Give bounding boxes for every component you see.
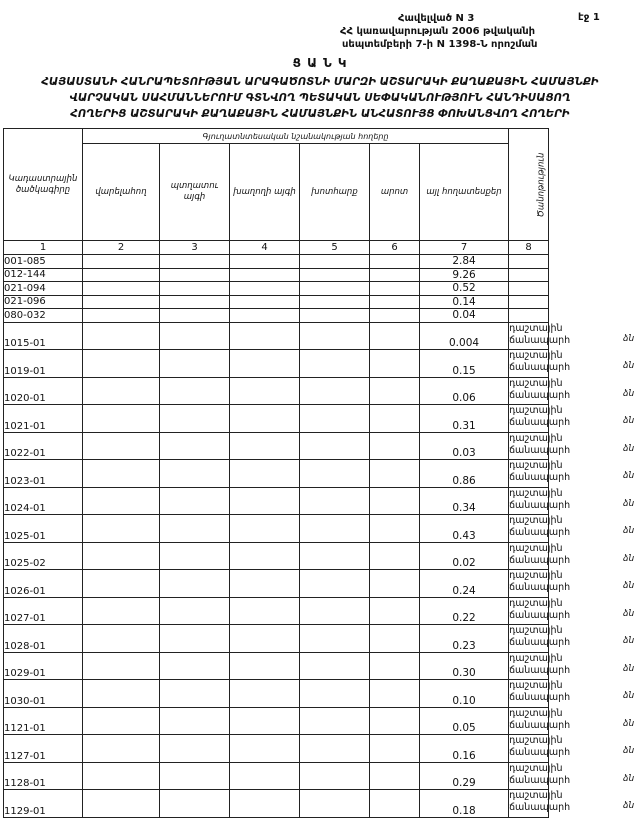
empty-cell: [230, 295, 300, 309]
empty-cell: [83, 652, 160, 680]
note-cell: [509, 735, 571, 763]
note-line: ճանապարհ: [509, 802, 571, 813]
cadastral-code-cell: 1128-01: [4, 762, 83, 790]
note-line: ճանապարհ: [509, 719, 571, 731]
table-row: [4, 350, 549, 378]
area-value-cell: 0.30: [420, 652, 509, 680]
table-row: [4, 542, 549, 570]
cadastral-code-cell: 1015-01: [4, 322, 83, 350]
note-line: դաշտային: [509, 625, 563, 636]
empty-cell: [230, 377, 300, 405]
appendix-header: [330, 12, 537, 51]
empty-cell: [300, 625, 370, 653]
note-line: ճանապարհ: [509, 472, 571, 483]
empty-cell: [230, 460, 300, 488]
area-value-cell: 0.43: [420, 515, 509, 543]
empty-cell: [83, 515, 160, 543]
table-row: [4, 432, 549, 460]
area-value-cell: 0.14: [420, 295, 509, 309]
column-number: 5: [300, 241, 370, 255]
empty-cell: [300, 707, 370, 735]
side-mark: ձն: [623, 746, 635, 757]
empty-cell: [160, 268, 230, 282]
column-number: 8: [509, 241, 549, 255]
empty-cell: [370, 790, 420, 818]
empty-cell: [230, 432, 300, 460]
empty-cell: [230, 762, 300, 790]
cadastral-code-cell: 1026-01: [4, 570, 83, 598]
note-line: ճանապարհ: [509, 692, 571, 703]
note-cell: [509, 652, 571, 680]
empty-cell: [160, 309, 230, 323]
note-line: ճանապարհ: [509, 362, 571, 373]
note-cell: [509, 790, 571, 818]
empty-cell: [370, 377, 420, 405]
empty-cell: [300, 350, 370, 378]
cadastral-code-cell: 1121-01: [4, 707, 83, 735]
cadastral-code-cell: 021-096: [4, 295, 83, 309]
empty-cell: [83, 790, 160, 818]
empty-cell: [300, 570, 370, 598]
empty-cell: [83, 735, 160, 763]
note-cell: [509, 707, 571, 735]
area-value-cell: 0.34: [420, 487, 509, 515]
note-line: ճանապարհ: [509, 554, 571, 566]
empty-cell: [230, 268, 300, 282]
empty-cell: [160, 735, 230, 763]
area-value-cell: 0.31: [420, 405, 509, 433]
side-mark: ձն: [623, 691, 635, 702]
table-row: [4, 707, 549, 735]
empty-cell: [160, 570, 230, 598]
empty-cell: [370, 515, 420, 543]
empty-cell: [300, 515, 370, 543]
area-value-cell: 0.10: [420, 680, 509, 708]
area-value-cell: 0.18: [420, 790, 509, 818]
area-value-cell: 2.84: [420, 255, 509, 269]
table-row: [4, 762, 549, 790]
appendix-decision-line: ՀՀ կառավարության 2006 թվականի: [340, 26, 536, 37]
empty-cell: [160, 255, 230, 269]
note-cell: [509, 405, 571, 433]
area-value-cell: 0.16: [420, 735, 509, 763]
note-line: դաշտային: [509, 707, 563, 719]
note-line: ճանապարհ: [509, 664, 571, 676]
cadastral-code-cell: 1029-01: [4, 652, 83, 680]
empty-cell: [83, 460, 160, 488]
empty-cell: [230, 680, 300, 708]
empty-cell: [300, 282, 370, 296]
empty-cell: [160, 515, 230, 543]
empty-cell: [83, 432, 160, 460]
area-value-cell: 0.52: [420, 282, 509, 296]
table-row: [4, 625, 549, 653]
table-row: [4, 309, 549, 323]
column-number: 3: [160, 241, 230, 255]
empty-cell: [230, 542, 300, 570]
cadastral-code-cell: 1019-01: [4, 350, 83, 378]
empty-cell: [230, 652, 300, 680]
empty-cell: [300, 309, 370, 323]
empty-cell: [83, 625, 160, 653]
empty-cell: [230, 322, 300, 350]
header-orchard: պտղատու այգի: [160, 144, 230, 241]
empty-cell: [300, 487, 370, 515]
page-number: էջ 1: [578, 12, 600, 23]
header-arable: վարելահող: [83, 144, 160, 241]
side-mark: ձն: [623, 333, 635, 344]
empty-cell: [230, 350, 300, 378]
cadastral-code-cell: 1025-01: [4, 515, 83, 543]
empty-cell: [230, 282, 300, 296]
note-line: դաշտային: [509, 735, 563, 746]
side-mark: ձն: [623, 773, 635, 784]
empty-cell: [160, 762, 230, 790]
empty-cell: [160, 460, 230, 488]
empty-cell: [160, 405, 230, 433]
note-line: ճանապարհ: [509, 609, 571, 621]
note-line: դաշտային: [509, 652, 563, 664]
empty-cell: [370, 295, 420, 309]
note-line: ճանապարհ: [509, 499, 571, 511]
empty-cell: [83, 542, 160, 570]
empty-cell: [160, 625, 230, 653]
empty-cell: [230, 735, 300, 763]
note-cell: [509, 295, 549, 309]
table-row: [4, 597, 549, 625]
empty-cell: [370, 735, 420, 763]
empty-cell: [83, 282, 160, 296]
note-line: դաշտային: [509, 405, 563, 416]
table-row: [4, 680, 549, 708]
empty-cell: [230, 790, 300, 818]
table-row: [4, 652, 549, 680]
note-line: ճանապարհ: [509, 582, 571, 593]
cadastral-code-cell: 1023-01: [4, 460, 83, 488]
empty-cell: [300, 322, 370, 350]
note-cell: [509, 625, 571, 653]
empty-cell: [370, 350, 420, 378]
note-line: ճանապարհ: [509, 444, 571, 456]
note-line: դաշտային: [509, 432, 563, 444]
table-row: [4, 735, 549, 763]
header-note-label: Ծանոթություն: [536, 152, 547, 218]
note-line: դաշտային: [509, 542, 563, 554]
empty-cell: [370, 460, 420, 488]
empty-cell: [370, 268, 420, 282]
note-cell: [509, 377, 571, 405]
header-agricultural-group: Գյուղատնտեսական նշանակության հողերը: [83, 129, 509, 144]
table-row: [4, 790, 549, 818]
empty-cell: [83, 762, 160, 790]
table-row: [4, 487, 549, 515]
note-line: դաշտային: [509, 460, 563, 471]
header-vineyard: խաղողի այգի: [230, 144, 300, 241]
note-cell: [509, 515, 571, 543]
empty-cell: [160, 680, 230, 708]
empty-cell: [370, 255, 420, 269]
column-number: 1: [4, 241, 83, 255]
empty-cell: [160, 542, 230, 570]
note-line: դաշտային: [509, 790, 563, 801]
empty-cell: [230, 625, 300, 653]
empty-cell: [160, 652, 230, 680]
note-line: դաշտային: [509, 350, 563, 361]
side-mark: ձն: [623, 361, 635, 372]
empty-cell: [300, 542, 370, 570]
header-pasture: արոտ: [370, 144, 420, 241]
document-subtitle: [6, 74, 634, 122]
area-value-cell: 0.15: [420, 350, 509, 378]
side-mark: ձն: [623, 801, 635, 812]
empty-cell: [300, 255, 370, 269]
note-line: ճանապարհ: [509, 389, 571, 401]
note-cell: [509, 460, 571, 488]
empty-cell: [370, 322, 420, 350]
table-row: [4, 268, 549, 282]
empty-cell: [83, 255, 160, 269]
area-value-cell: 0.23: [420, 625, 509, 653]
cadastral-code-cell: 1030-01: [4, 680, 83, 708]
area-value-cell: 0.86: [420, 460, 509, 488]
note-cell: [509, 487, 571, 515]
note-line: ճանապարհ: [509, 637, 571, 648]
column-number: 4: [230, 241, 300, 255]
note-cell: [509, 762, 571, 790]
empty-cell: [300, 295, 370, 309]
empty-cell: [370, 282, 420, 296]
subtitle-line: ՎԱՐՉԱԿԱՆ ՍԱՀՄԱՆՆԵՐՈՒՄ ԳՏՆՎՈՂ ՊԵՏԱԿԱՆ ՍԵՓԱԿԱՆՈՒԹՅՈՒՆ ՀԱՆԴԻՍԱՑՈՂ: [69, 92, 571, 104]
table-row: [4, 322, 549, 350]
empty-cell: [230, 405, 300, 433]
cadastral-code-cell: 1127-01: [4, 735, 83, 763]
table-row: [4, 405, 549, 433]
note-cell: [509, 309, 549, 323]
side-mark: ձն: [623, 471, 635, 482]
empty-cell: [160, 707, 230, 735]
note-cell: [509, 432, 571, 460]
side-mark: ձն: [623, 526, 635, 537]
area-value-cell: 0.02: [420, 542, 509, 570]
empty-cell: [300, 597, 370, 625]
cadastral-code-cell: 1027-01: [4, 597, 83, 625]
empty-cell: [83, 377, 160, 405]
empty-cell: [300, 405, 370, 433]
note-line: ճանապարհ: [509, 417, 571, 428]
empty-cell: [83, 707, 160, 735]
empty-cell: [300, 460, 370, 488]
empty-cell: [370, 432, 420, 460]
note-cell: [509, 322, 571, 350]
note-line: դաշտային: [509, 487, 563, 499]
header-hayfield: խոտհարք: [300, 144, 370, 241]
cadastral-code-cell: 1022-01: [4, 432, 83, 460]
empty-cell: [160, 597, 230, 625]
note-cell: [509, 542, 571, 570]
side-mark: ձն: [623, 443, 635, 454]
note-line: ճանապարհ: [509, 774, 571, 786]
empty-cell: [83, 680, 160, 708]
side-mark: ձն: [623, 718, 635, 729]
note-line: դաշտային: [509, 597, 563, 609]
empty-cell: [300, 762, 370, 790]
side-mark: ձն: [623, 636, 635, 647]
header-other-lands: այլ հողատեսքեր: [420, 144, 509, 241]
table-row: [4, 515, 549, 543]
area-value-cell: 0.04: [420, 309, 509, 323]
appendix-number: Հավելված N 3: [398, 13, 475, 24]
empty-cell: [370, 652, 420, 680]
cadastral-code-cell: 021-094: [4, 282, 83, 296]
empty-cell: [160, 322, 230, 350]
empty-cell: [300, 432, 370, 460]
side-mark: ձն: [623, 498, 635, 509]
subtitle-line: ՀՈՂԵՐԻՑ ԱՇՏԱՐԱԿԻ ՔԱՂԱՔԱՅԻՆ ՀԱՄԱՅՆՔԻՆ ԱՆՀԱՏՈՒՅՑ ՓՈԽԱՆՑՎՈՂ ՀՈՂԵՐԻ: [70, 108, 570, 120]
empty-cell: [230, 255, 300, 269]
empty-cell: [230, 515, 300, 543]
empty-cell: [370, 487, 420, 515]
cadastral-code-cell: 1021-01: [4, 405, 83, 433]
empty-cell: [83, 487, 160, 515]
note-line: ճանապարհ: [509, 527, 571, 538]
empty-cell: [370, 570, 420, 598]
header-note: [509, 129, 549, 241]
note-line: դաշտային: [509, 377, 563, 389]
appendix-date-line: սեպտեմբերի 7-ի N 1398-Ն որոշման: [342, 39, 538, 50]
empty-cell: [300, 377, 370, 405]
empty-cell: [370, 680, 420, 708]
side-mark: ձն: [623, 608, 635, 619]
empty-cell: [83, 405, 160, 433]
empty-cell: [160, 487, 230, 515]
note-cell: [509, 268, 549, 282]
empty-cell: [300, 735, 370, 763]
cadastral-code-cell: 001-085: [4, 255, 83, 269]
cadastral-code-cell: 1129-01: [4, 790, 83, 818]
empty-cell: [370, 405, 420, 433]
area-value-cell: 0.03: [420, 432, 509, 460]
cadastral-code-cell: 012-144: [4, 268, 83, 282]
cadastral-code-cell: 1028-01: [4, 625, 83, 653]
empty-cell: [230, 487, 300, 515]
empty-cell: [230, 309, 300, 323]
empty-cell: [83, 597, 160, 625]
note-line: դաշտային: [509, 570, 563, 581]
empty-cell: [370, 542, 420, 570]
note-line: դաշտային: [509, 322, 563, 334]
empty-cell: [83, 295, 160, 309]
area-value-cell: 0.004: [420, 322, 509, 350]
cadastral-code-cell: 1020-01: [4, 377, 83, 405]
empty-cell: [160, 350, 230, 378]
note-cell: [509, 597, 571, 625]
note-line: դաշտային: [509, 515, 563, 526]
note-cell: [509, 255, 549, 269]
empty-cell: [160, 790, 230, 818]
note-cell: [509, 350, 571, 378]
note-cell: [509, 570, 571, 598]
empty-cell: [230, 570, 300, 598]
empty-cell: [230, 707, 300, 735]
empty-cell: [370, 625, 420, 653]
table-row: [4, 570, 549, 598]
document-title: Ց Ա Ն Կ: [292, 56, 348, 70]
cadastral-code-cell: 1025-02: [4, 542, 83, 570]
cadastral-code-cell: 1024-01: [4, 487, 83, 515]
empty-cell: [83, 309, 160, 323]
empty-cell: [230, 597, 300, 625]
empty-cell: [300, 790, 370, 818]
empty-cell: [83, 322, 160, 350]
side-mark: ձն: [623, 416, 635, 427]
empty-cell: [83, 350, 160, 378]
empty-cell: [83, 268, 160, 282]
note-line: դաշտային: [509, 680, 563, 691]
area-value-cell: 9.26: [420, 268, 509, 282]
side-mark: ձն: [623, 388, 635, 399]
table-row: [4, 255, 549, 269]
area-value-cell: 0.24: [420, 570, 509, 598]
empty-cell: [160, 377, 230, 405]
empty-cell: [300, 268, 370, 282]
side-mark: ձն: [623, 663, 635, 674]
table-row: [4, 295, 549, 309]
side-mark: ձն: [623, 581, 635, 592]
note-line: ճանապարհ: [509, 747, 571, 758]
area-value-cell: 0.22: [420, 597, 509, 625]
area-value-cell: 0.29: [420, 762, 509, 790]
column-number: 7: [420, 241, 509, 255]
table-row: [4, 460, 549, 488]
empty-cell: [370, 309, 420, 323]
note-line: ճանապարհ: [509, 334, 571, 346]
subtitle-line: ՀԱՅԱՍՏԱՆԻ ՀԱՆՐԱՊԵՏՈՒԹՅԱՆ ԱՐԱԳԱԾՈՏՆԻ ՄԱՐԶԻ ԱՇՏԱՐԱԿԻ ՔԱՂԱՔԱՅԻՆ ՀԱՄԱՅՆՔԻ: [41, 76, 599, 88]
empty-cell: [370, 707, 420, 735]
empty-cell: [370, 762, 420, 790]
note-cell: [509, 282, 549, 296]
column-number: 6: [370, 241, 420, 255]
empty-cell: [300, 680, 370, 708]
land-table: [3, 128, 571, 818]
empty-cell: [300, 652, 370, 680]
area-value-cell: 0.05: [420, 707, 509, 735]
side-mark: ձն: [623, 553, 635, 564]
empty-cell: [83, 570, 160, 598]
empty-cell: [370, 597, 420, 625]
area-value-cell: 0.06: [420, 377, 509, 405]
column-number: 2: [83, 241, 160, 255]
note-line: դաշտային: [509, 762, 563, 774]
empty-cell: [160, 282, 230, 296]
empty-cell: [160, 432, 230, 460]
table-row: [4, 377, 549, 405]
empty-cell: [160, 295, 230, 309]
header-cadastral-code: Կադաստրային ծածկագիրը: [4, 129, 83, 241]
note-cell: [509, 680, 571, 708]
column-numbers-row: [4, 241, 549, 255]
cadastral-code-cell: 080-032: [4, 309, 83, 323]
table-row: [4, 282, 549, 296]
